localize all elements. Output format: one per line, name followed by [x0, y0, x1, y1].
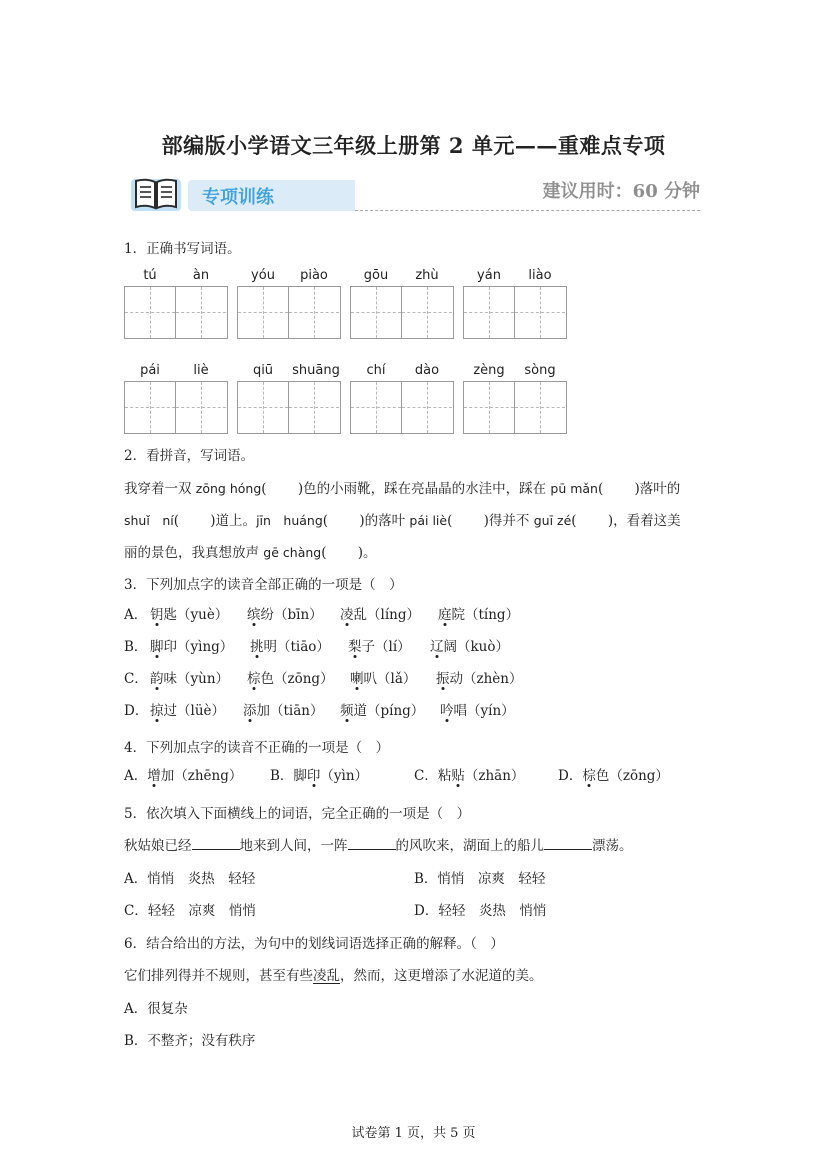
option-item: 添加（tiān）: [243, 699, 324, 719]
pinyin-label: liào: [528, 268, 552, 283]
q5-option-a[interactable]: A．悄悄 炎热 轻轻: [124, 871, 256, 887]
q2-passage-line: 丽的景色，我真想放声 gē chàng( )。: [124, 545, 377, 561]
q4-option-a[interactable]: A．增加（zhēng）: [124, 764, 242, 784]
q5-option-c[interactable]: C．轻轻 凉爽 悄悄: [124, 903, 256, 919]
option-item: 韵味（yùn）: [150, 667, 229, 687]
q3-option-c[interactable]: C．: [124, 671, 148, 687]
q4-option-b[interactable]: B．脚印（yìn）: [270, 764, 368, 784]
option-item: 吟唱（yín）: [440, 699, 515, 719]
option-item: 钥匙（yuè）: [150, 603, 228, 623]
pinyin-label: zèng: [473, 363, 505, 378]
pinyin-label: piào: [300, 268, 328, 283]
q3-option-a[interactable]: A．: [124, 607, 148, 623]
pinyin-label: shuāng: [292, 363, 340, 378]
option-item: 振动（zhèn）: [436, 667, 523, 687]
section-label: 专项训练: [202, 187, 274, 208]
q2-passage-line: 我穿着一双 zōng hóng( )色的小雨靴，踩在亮晶晶的水洼中，踩在 pū mǎn( )落叶的: [124, 481, 681, 497]
pinyin-label: zhù: [415, 268, 439, 283]
q5-prompt: 5．依次填入下面横线上的词语，完全正确的一项是（ ）: [124, 806, 471, 822]
q2-prompt: 2．看拼音，写词语。: [124, 448, 255, 464]
option-item: 棕色（zōng）: [247, 667, 334, 687]
option-item: 缤纷（bīn）: [247, 603, 323, 623]
q4-option-d[interactable]: D．棕色（zōng）: [558, 764, 669, 784]
option-item: 梨子（lí）: [348, 635, 411, 655]
option-item: 掠过（lüè）: [150, 699, 225, 719]
writing-grid[interactable]: [463, 381, 567, 434]
q4-prompt: 4．下列加点字的读音不正确的一项是（ ）: [124, 740, 390, 756]
q2-passage-line: shuǐ ní( )道上。jīn huáng( )的落叶 pái liè( )得并不 guī zé( )，看着这美: [124, 513, 681, 529]
q3-option-d[interactable]: D．: [124, 703, 149, 719]
pinyin-label: dào: [414, 363, 440, 378]
fill-blank[interactable]: [348, 835, 396, 850]
pinyin-label: qiū: [252, 363, 274, 378]
option-item: 庭院（tíng）: [438, 603, 519, 623]
q1-prompt: 1．正确书写词语。: [124, 241, 241, 257]
q5-option-d[interactable]: D．轻轻 炎热 悄悄: [414, 903, 547, 919]
suggested-time: 建议用时：60 分钟: [542, 181, 700, 202]
q6-option-a[interactable]: A．很复杂: [124, 1001, 188, 1017]
writing-grid[interactable]: [463, 286, 567, 339]
option-item: 脚印（yìng）: [150, 635, 233, 655]
option-item: 喇叭（lǎ）: [350, 667, 416, 687]
q6-prompt: 6．结合给出的方法，为句中的划线词语选择正确的解释。（ ）: [124, 936, 504, 952]
pinyin-label: gōu: [363, 268, 389, 283]
fill-blank[interactable]: [544, 835, 592, 850]
q4-option-c[interactable]: C．粘贴（zhān）: [414, 764, 524, 784]
writing-grid[interactable]: [237, 381, 341, 434]
writing-grid[interactable]: [350, 381, 454, 434]
option-item: 挑明（tiāo）: [250, 635, 330, 655]
writing-grid[interactable]: [237, 286, 341, 339]
q5-option-b[interactable]: B．悄悄 凉爽 轻轻: [414, 871, 546, 887]
q5-sentence: 秋姑娘已经 地来到人间，一阵 的风吹来，湖面上的船儿 漂荡。: [124, 834, 633, 854]
q3-option-b[interactable]: B．: [124, 639, 148, 655]
book-icon: [130, 175, 182, 213]
writing-grid[interactable]: [124, 286, 228, 339]
page-footer: 试卷第 1 页，共 5 页: [351, 1126, 476, 1141]
q6-sentence: 它们排列得并不规则，甚至有些凌乱，然而，这更增添了水泥道的美。: [124, 968, 543, 984]
underlined-word: 凌乱: [313, 968, 340, 984]
pinyin-label: liè: [193, 363, 209, 378]
writing-grid[interactable]: [124, 381, 228, 434]
writing-grid[interactable]: [350, 286, 454, 339]
pinyin-label: yóu: [251, 268, 275, 283]
page-title: 部编版小学语文三年级上册第 2 单元——重难点专项: [161, 133, 666, 158]
option-item: 凌乱（líng）: [340, 603, 420, 623]
q3-prompt: 3．下列加点字的读音全部正确的一项是（ ）: [124, 577, 403, 593]
option-item: 辽阔（kuò）: [430, 635, 509, 655]
pinyin-label: yán: [477, 268, 501, 283]
q6-option-b[interactable]: B．不整齐；没有秩序: [124, 1033, 256, 1049]
option-item: 频道（píng）: [340, 699, 424, 719]
pinyin-label: sòng: [524, 363, 556, 378]
pinyin-label: chí: [366, 363, 386, 378]
pinyin-label: pái: [140, 363, 160, 378]
pinyin-label: àn: [192, 268, 210, 283]
pinyin-label: tú: [143, 268, 157, 283]
header-divider: [355, 210, 700, 211]
fill-blank[interactable]: [192, 835, 240, 850]
